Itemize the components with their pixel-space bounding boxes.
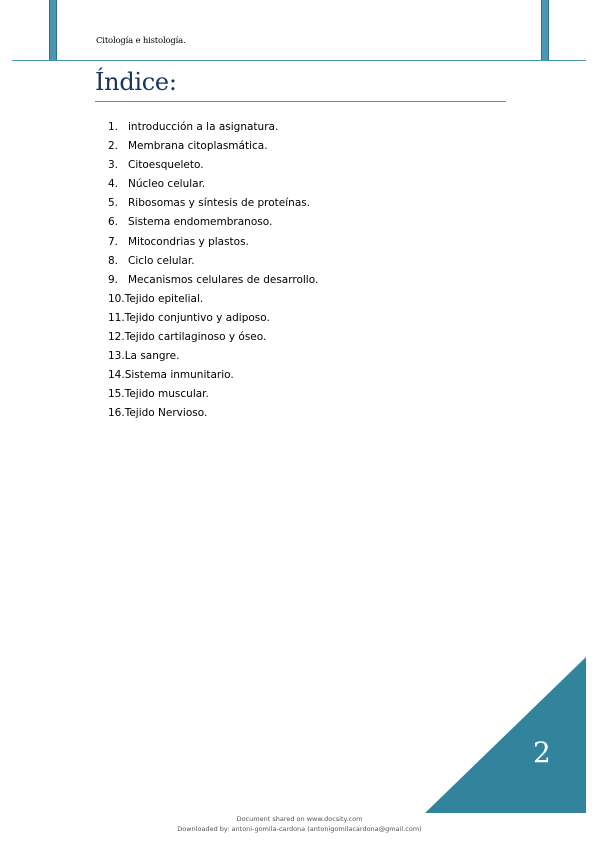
header-title: Citología e histología.: [96, 36, 186, 46]
toc-number: 15.: [108, 388, 125, 401]
toc-label: Tejido epitelial.: [124, 292, 204, 305]
toc-number: 2.: [108, 140, 119, 153]
toc-label: introducción a la asignatura.: [128, 121, 279, 133]
footer-shared-text: Document shared on www.docsity.com: [236, 815, 363, 823]
toc-number: 6.: [108, 216, 119, 229]
footer-downloaded-text: Downloaded by: antoni-gomila-cardona (antonigomilacardona@gmail.com): [177, 825, 422, 833]
toc-number: 11.: [108, 311, 125, 324]
toc-label: Tejido cartilaginoso y óseo.: [124, 331, 267, 344]
toc-number: 8.: [108, 254, 119, 267]
toc-label: Tejido Nervioso.: [124, 407, 208, 420]
page-number: 2: [533, 736, 551, 769]
corner-triangle-shape: [425, 657, 586, 813]
toc-label: Ciclo celular.: [128, 254, 195, 267]
toc-number: 16.: [108, 407, 125, 420]
toc-number: 3.: [108, 159, 119, 172]
toc-label: Mitocondrias y plastos.: [128, 235, 249, 248]
toc-number: 1.: [108, 121, 119, 133]
toc-label: Tejido muscular.: [124, 388, 209, 401]
toc-label: La sangre.: [124, 350, 180, 363]
toc-number: 7.: [108, 235, 119, 248]
toc-label: Ribosomas y síntesis de proteínas.: [128, 197, 311, 210]
toc-number: 9.: [108, 273, 119, 286]
toc-number: 13.: [108, 350, 125, 363]
toc-number: 5.: [108, 197, 119, 210]
toc-number: 10.: [108, 292, 125, 305]
index-heading: Índice:: [95, 68, 177, 96]
toc-label: Tejido conjuntivo y adiposo.: [124, 311, 270, 324]
toc-label: Sistema endomembranoso.: [128, 216, 273, 229]
toc-label: Mecanismos celulares de desarrollo.: [128, 273, 319, 286]
toc-number: 12.: [108, 331, 125, 344]
toc-label: Citoesqueleto.: [128, 159, 204, 172]
toc-number: 14.: [108, 369, 125, 382]
toc-number: 4.: [108, 178, 119, 191]
toc-label: Sistema inmunitario.: [124, 369, 234, 382]
toc-label: Núcleo celular.: [128, 178, 206, 191]
toc-label: Membrana citoplasmática.: [128, 140, 268, 153]
